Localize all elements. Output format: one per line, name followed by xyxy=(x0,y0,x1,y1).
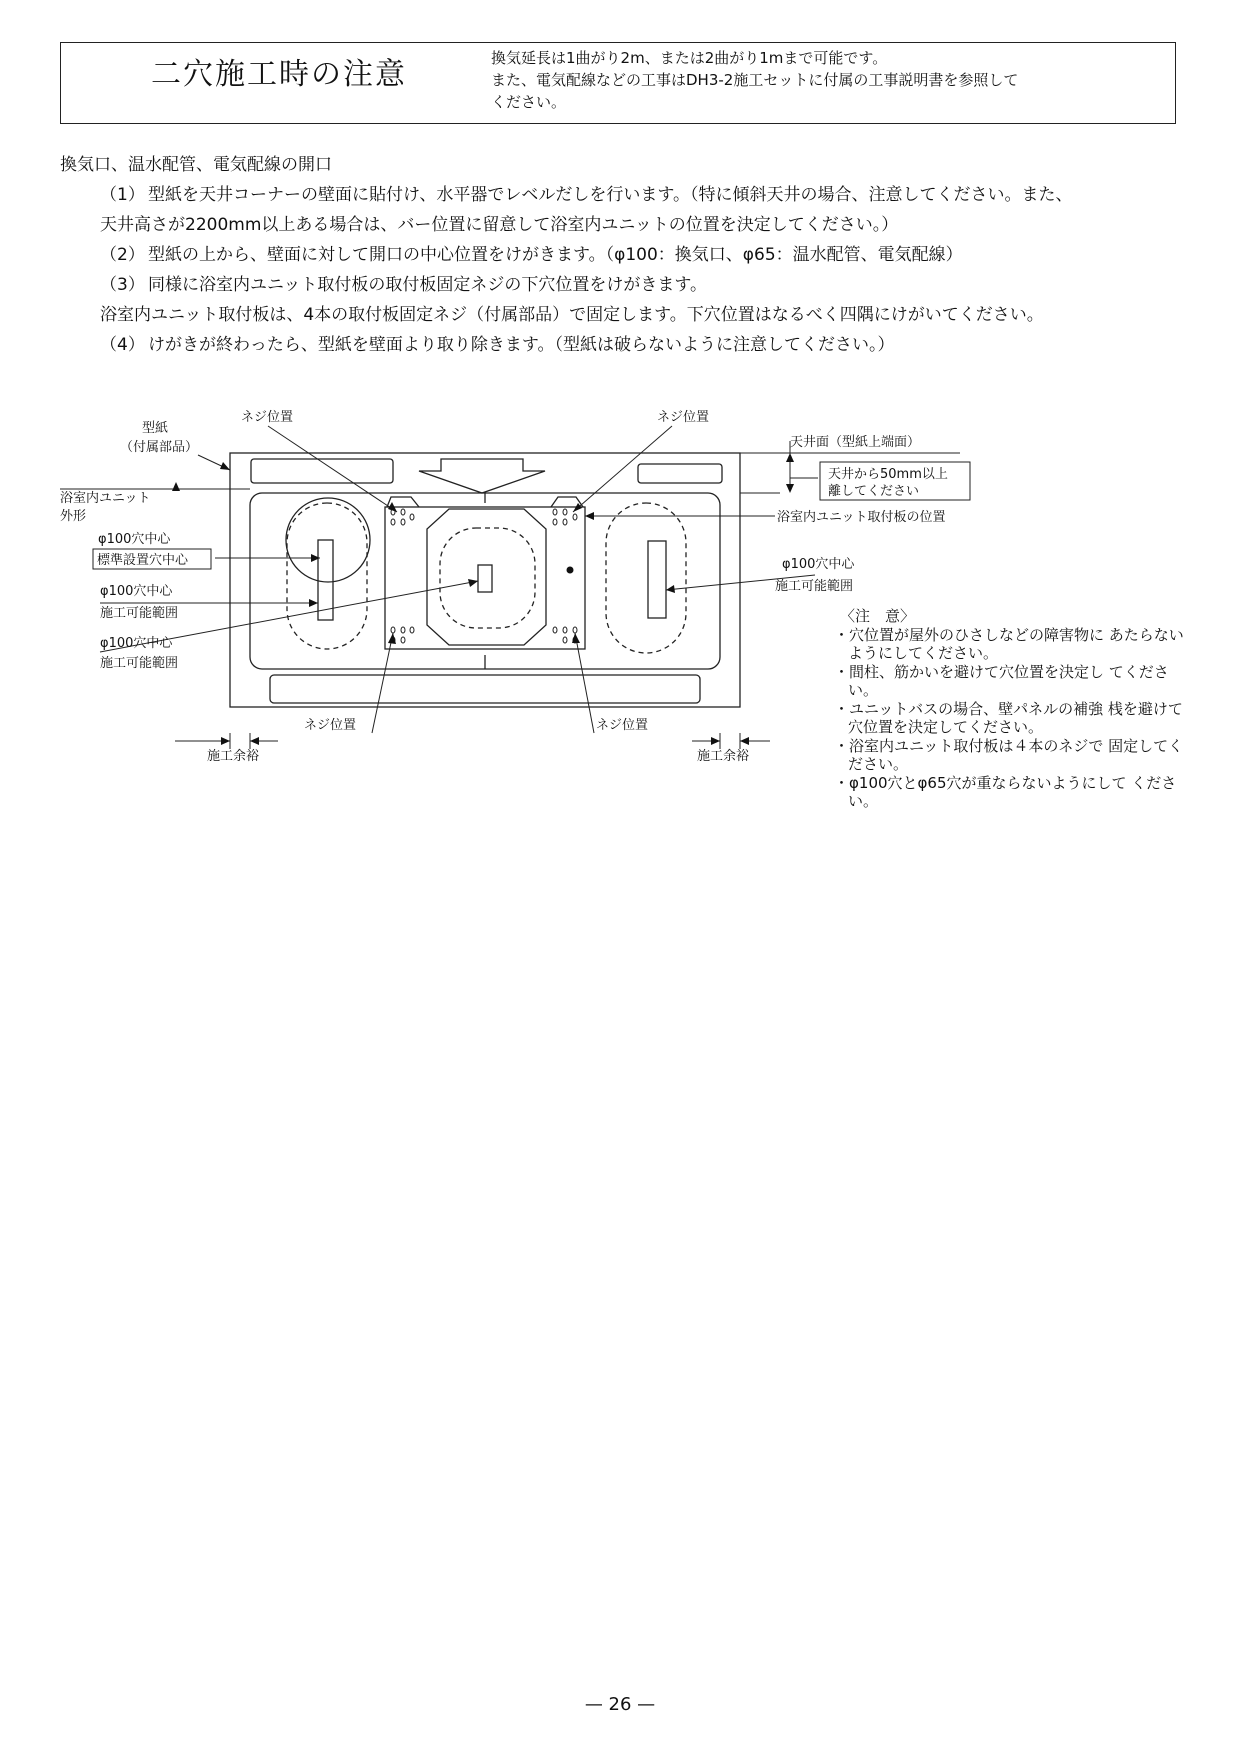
step-item xyxy=(100,210,1200,240)
step-text: 浴室内ユニット取付板は、4本の取付板固定ネジ（付属部品）で固定します。下穴位置はなるべく四隅にけがいてください。 xyxy=(100,305,1044,325)
step-number: （4） xyxy=(100,335,145,355)
label-screw-bottom-right: ネジ位置 xyxy=(596,718,649,733)
label-center-left-2: 施工可能範囲 xyxy=(100,606,179,621)
range-right xyxy=(606,503,686,653)
arrowhead-mid xyxy=(468,579,478,587)
label-center-right-1: φ100穴中心 xyxy=(782,557,855,572)
step-text: けがきが終わったら、型紙を壁面より取り除きます。（型紙は破らないように注意してください。） xyxy=(148,335,895,355)
arrowhead-gap-top xyxy=(786,453,794,462)
header-note-line: また、電気配線などの工事はDH3-2施工セットに付属の工事説明書を参照して xyxy=(491,71,1019,89)
label-unit-outline-1: 浴室内ユニット xyxy=(60,491,151,506)
caution-title: 〈注 意〉 xyxy=(840,607,916,625)
arrowhead-margin-r2 xyxy=(740,737,749,745)
caution-item: ・φ100穴とφ65穴が重ならないようにして ください。 xyxy=(834,773,1177,810)
caution-item: ・穴位置が屋外のひさしなどの障害物に あたらないようにしてください。 xyxy=(834,625,1184,662)
label-margin-left: 施工余裕 xyxy=(207,749,260,764)
center-slot-right xyxy=(648,541,666,618)
header-note xyxy=(491,47,1151,113)
label-ceiling-gap-2: 離してください xyxy=(828,484,920,499)
arrowhead-template xyxy=(220,462,230,470)
caution-item: ・間柱、筋かいを避けて穴位置を決定し てください。 xyxy=(834,662,1169,699)
center-slot-left xyxy=(318,540,333,620)
step-number: （2） xyxy=(100,245,145,265)
steps-list xyxy=(100,180,1200,360)
arrowhead-left xyxy=(309,599,318,607)
arrowhead-gap-bottom xyxy=(786,484,794,493)
step-item xyxy=(100,270,1200,300)
step-item xyxy=(100,180,1200,210)
label-center-std-1: φ100穴中心 xyxy=(98,532,171,547)
arrowhead-margin-l1 xyxy=(221,737,230,745)
step-number: （3） xyxy=(100,275,145,295)
section-title: 換気口、温水配管、電気配線の開口 xyxy=(60,155,332,175)
label-center-right-2: 施工可能範囲 xyxy=(775,579,854,594)
step-text: 同様に浴室内ユニット取付板の取付板固定ネジの下穴位置をけがきます。 xyxy=(148,275,707,295)
label-screw-top-left: ネジ位置 xyxy=(241,410,294,425)
label-mount-plate: 浴室内ユニット取付板の位置 xyxy=(777,510,946,525)
plate-center-dot xyxy=(567,567,574,574)
header-note-line: ください。 xyxy=(491,93,567,111)
label-template: 型紙 xyxy=(142,421,169,436)
step-item xyxy=(100,330,1200,360)
caution-notes xyxy=(830,607,1190,811)
page-title: 二穴施工時の注意 xyxy=(151,57,407,92)
label-center-mid-2: 施工可能範囲 xyxy=(100,656,179,671)
step-item xyxy=(100,240,1200,270)
label-margin-right: 施工余裕 xyxy=(697,749,750,764)
arrowhead-margin-r1 xyxy=(711,737,720,745)
octagon xyxy=(427,509,546,645)
center-slot-mid xyxy=(478,565,492,592)
label-ceiling: 天井面（型紙上端面） xyxy=(790,435,921,450)
screw-holes-tl xyxy=(391,509,414,525)
step-text: 型紙を天井コーナーの壁面に貼付け、水平器でレベルだしを行います。（特に傾斜天井の場合、注意してください。また、 xyxy=(148,185,1073,205)
page-number: — 26 — xyxy=(584,1694,656,1715)
top-slot-right xyxy=(638,464,722,483)
caution-item: ・ユニットバスの場合、壁パネルの補強 桟を避けて穴位置を決定してください。 xyxy=(834,699,1183,736)
arrowhead-right xyxy=(666,585,675,593)
arrowhead-plate xyxy=(585,512,594,520)
label-center-mid-1: φ100穴中心 xyxy=(100,636,173,651)
step-text: 天井高さが2200mm以上ある場合は、バー位置に留意して浴室内ユニットの位置を決定してください。） xyxy=(100,215,899,235)
label-ceiling-gap-1: 天井から50mm以上 xyxy=(828,467,948,482)
bottom-slot xyxy=(270,675,700,703)
step-item xyxy=(100,300,1200,330)
header-note-line: 換気延長は1曲がり2m、または2曲がり1mまで可能です。 xyxy=(491,49,888,67)
label-screw-bottom-left: ネジ位置 xyxy=(304,718,357,733)
down-arrow xyxy=(419,459,545,493)
arrowhead-unit-top xyxy=(172,482,180,491)
label-center-left-1: φ100穴中心 xyxy=(100,584,173,599)
label-template-sub: （付属部品） xyxy=(120,440,199,455)
step-number: （1） xyxy=(100,185,145,205)
label-center-std-2: 標準設置穴中心 xyxy=(97,553,189,568)
step-text: 型紙の上から、壁面に対して開口の中心位置をけがきます。（φ100：換気口、φ65：温水配管、電気配線） xyxy=(148,245,963,265)
label-unit-outline-2: 外形 xyxy=(60,509,87,524)
caution-item: ・浴室内ユニット取付板は４本のネジで 固定してください。 xyxy=(834,736,1184,773)
range-mid xyxy=(440,528,535,628)
arrowhead-margin-l2 xyxy=(250,737,259,745)
range-left xyxy=(287,503,367,649)
header-box xyxy=(60,42,1176,124)
label-screw-top-right: ネジ位置 xyxy=(657,410,710,425)
